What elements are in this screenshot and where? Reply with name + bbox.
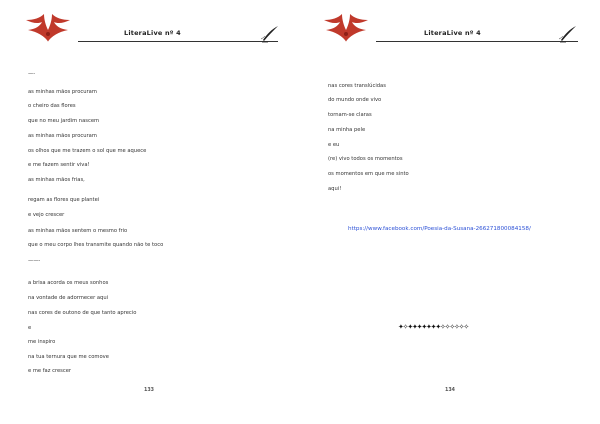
- poem-line: e: [28, 325, 32, 331]
- winged-logo-icon: [24, 12, 72, 46]
- poem-line: me inspiro: [28, 339, 56, 345]
- winged-logo-icon: [322, 12, 370, 46]
- poem-line: os olhos que me trazem o sol que me aquece: [28, 148, 147, 154]
- poem-line: e eu: [328, 142, 340, 148]
- poem-line: as minhas mãos frias,: [28, 177, 85, 183]
- poem-line: a brisa acorda os meus sonhos: [28, 280, 109, 286]
- poem-line: aqui!: [328, 186, 342, 192]
- facebook-link[interactable]: https://www.facebook.com/Poesia-da-Susana-266271800084158/: [348, 226, 531, 232]
- poem-line: —-: [28, 71, 36, 77]
- poem-line: as minhas mãos sentem o mesmo frio: [28, 228, 128, 234]
- quill-pen-icon: [556, 24, 578, 44]
- poem-line: na tua ternura que me comove: [28, 354, 109, 360]
- poem-line: na vontade de adormecer aqui: [28, 295, 109, 301]
- poem-line: e me faz crescer: [28, 368, 72, 374]
- right-page: [300, 0, 600, 424]
- quill-pen-icon: [258, 24, 280, 44]
- poem-line: nas cores translúcidas: [328, 83, 386, 89]
- poem-line: do mundo onde vivo: [328, 97, 382, 103]
- page-number: 133: [144, 388, 155, 393]
- poem-line: nas cores de outono de que tanto aprecio: [28, 310, 137, 316]
- poem-line: ——-: [28, 258, 41, 264]
- page-number: 134: [445, 388, 456, 393]
- poem-line: o cheiro das flores: [28, 103, 76, 109]
- magazine-title: LiteraLive nº 4: [424, 29, 481, 37]
- header-rule: [376, 41, 578, 42]
- poem-line: as minhas mãos procuram: [28, 89, 97, 95]
- header-rule: [78, 41, 278, 42]
- poem-line: na minha pele: [328, 127, 366, 133]
- magazine-title: LiteraLive nº 4: [124, 29, 181, 37]
- poem-line: e me fazem sentir viva!: [28, 162, 90, 168]
- poem-line: (re) vivo todos os momentos: [328, 156, 403, 162]
- poem-line: que no meu jardim nascem: [28, 118, 100, 124]
- poem-line: e vejo crescer: [28, 212, 65, 218]
- poem-line: os momentos em que me sinto: [328, 171, 409, 177]
- poem-line: que o meu corpo lhes transmite quando não te toco: [28, 242, 164, 248]
- poem-line: as minhas mãos procuram: [28, 133, 97, 139]
- poem-line: regam as flores que plantei: [28, 197, 100, 203]
- ornament-divider: ✦✧✦✦✦✦✦✦✦✧✧✧✧✧✧: [398, 323, 468, 331]
- poem-line: tornam-se claras: [328, 112, 372, 118]
